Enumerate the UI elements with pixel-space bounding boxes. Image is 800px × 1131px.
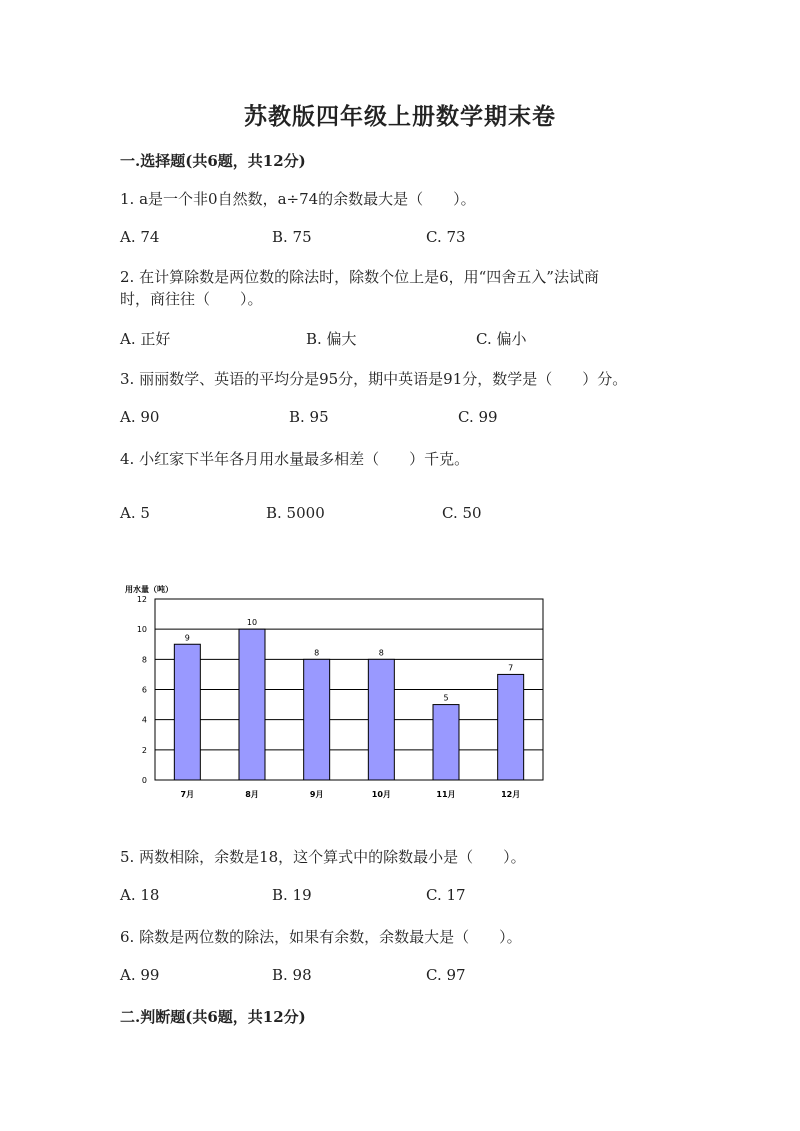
section-heading-judgment: 二.判断题(共6题，共12分) — [120, 1008, 306, 1026]
chart-x-tick-label: 8月 — [245, 790, 259, 799]
chart-data-label: 7 — [508, 663, 514, 673]
question-1-option-b: B. 75 — [272, 228, 312, 246]
chart-bar — [239, 629, 265, 780]
chart-bar — [304, 659, 330, 780]
chart-bar — [174, 644, 200, 780]
section-heading-choice: 一.选择题(共6题，共12分) — [120, 152, 306, 170]
question-4: 4. 小红家下半年各月用水量最多相差（ ）千克。 — [120, 450, 470, 468]
chart-data-label: 5 — [443, 693, 449, 703]
chart-x-tick-label: 12月 — [501, 790, 521, 799]
question-6-option-c: C. 97 — [426, 966, 466, 984]
chart-x-tick-label: 10月 — [371, 790, 391, 799]
question-1: 1. a是一个非0自然数，a÷74的余数最大是（ ）。 — [120, 190, 476, 208]
chart-y-tick-label: 4 — [141, 715, 147, 725]
question-3: 3. 丽丽数学、英语的平均分是95分，期中英语是91分，数学是（ ）分。 — [120, 370, 628, 388]
question-4-option-a: A. 5 — [120, 504, 150, 522]
question-1-option-c: C. 73 — [426, 228, 466, 246]
question-1-option-a: A. 74 — [120, 228, 160, 246]
chart-bar — [368, 659, 394, 780]
chart-y-tick-label: 12 — [136, 595, 147, 604]
chart-x-tick-label: 11月 — [436, 790, 456, 799]
chart-y-tick-label: 6 — [141, 685, 147, 695]
chart-x-tick-label: 9月 — [309, 790, 324, 799]
question-3-option-b: B. 95 — [289, 408, 329, 426]
question-5: 5. 两数相除，余数是18，这个算式中的除数最小是（ ）。 — [120, 848, 526, 866]
chart-x-tick-label: 7月 — [180, 790, 195, 799]
question-5-option-c: C. 17 — [426, 886, 466, 904]
chart-data-label: 8 — [378, 648, 384, 658]
question-6-option-a: A. 99 — [120, 966, 160, 984]
question-5-option-b: B. 19 — [272, 886, 312, 904]
question-6: 6. 除数是两位数的除法，如果有余数，余数最大是（ ）。 — [120, 928, 522, 946]
chart-y-axis-label: 用水量（吨） — [125, 585, 173, 594]
chart-y-tick-label: 10 — [136, 625, 147, 635]
question-2-line-1: 2. 在计算除数是两位数的除法时，除数个位上是6，用“四舍五入”法试商 — [120, 268, 599, 286]
chart-data-label: 9 — [184, 633, 190, 643]
question-2-option-c: C. 偏小 — [476, 330, 527, 348]
chart-y-tick-label: 8 — [141, 655, 147, 665]
question-5-option-a: A. 18 — [120, 886, 160, 904]
chart-data-label: 8 — [314, 648, 320, 658]
page-title: 苏教版四年级上册数学期末卷 — [244, 103, 556, 130]
question-4-option-c: C. 50 — [442, 504, 482, 522]
chart-bar — [433, 705, 459, 780]
question-6-option-b: B. 98 — [272, 966, 312, 984]
question-2-option-a: A. 正好 — [120, 330, 171, 348]
question-2-option-b: B. 偏大 — [306, 330, 357, 348]
question-4-option-b: B. 5000 — [266, 504, 325, 522]
chart-y-tick-label: 2 — [141, 745, 147, 755]
question-3-option-c: C. 99 — [458, 408, 498, 426]
chart-y-tick-label: 0 — [141, 776, 147, 785]
question-2-line-2: 时，商往往（ ）。 — [120, 290, 263, 308]
question-3-option-a: A. 90 — [120, 408, 160, 426]
chart-data-label: 10 — [246, 618, 258, 628]
water-usage-bar-chart — [110, 580, 560, 805]
chart-bar — [498, 674, 524, 780]
